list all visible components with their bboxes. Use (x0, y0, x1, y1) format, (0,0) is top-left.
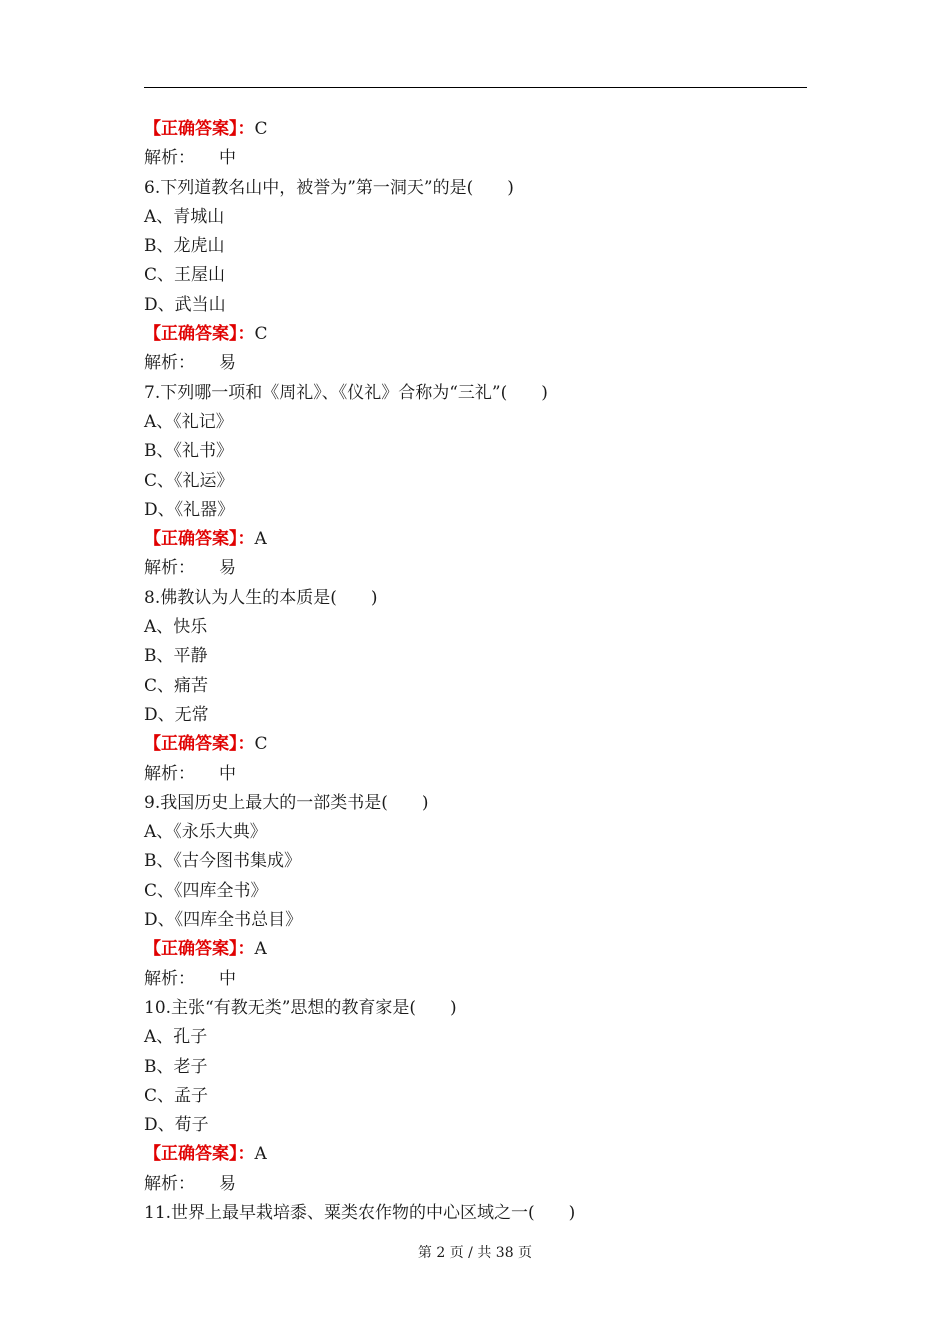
option-c: C、《礼运》 (144, 470, 234, 491)
option-a: A、青城山 (144, 206, 225, 227)
analysis-label: 解析： (144, 353, 195, 374)
analysis-label: 解析： (144, 148, 195, 169)
question-stem: 10.主张“有教无类”思想的教育家是( ) (144, 997, 457, 1018)
option-b: B、《礼书》 (144, 441, 233, 462)
answer-line (144, 525, 807, 554)
option-d: D、《四库全书总目》 (144, 910, 303, 931)
option-a: A、《永乐大典》 (144, 822, 267, 843)
analysis-line (144, 349, 807, 378)
option-a: A、孔子 (144, 1027, 208, 1048)
answer-label: 【正确答案】： (144, 939, 255, 960)
option-c: C、《四库全书》 (144, 880, 268, 901)
option-b: B、老子 (144, 1056, 208, 1077)
question-stem: 9.我国历史上最大的一部类书是( ) (144, 792, 429, 813)
answer-value: C (254, 324, 268, 345)
option-c: C、孟子 (144, 1085, 209, 1106)
answer-line (144, 1140, 807, 1169)
option-b: B、平静 (144, 646, 208, 667)
answer-label: 【正确答案】： (144, 1144, 255, 1165)
difficulty-value: 中 (219, 763, 236, 784)
option-d: D、荀子 (144, 1115, 209, 1136)
difficulty-value: 中 (219, 148, 236, 169)
analysis-line (144, 965, 807, 994)
option-b: B、龙虎山 (144, 236, 225, 257)
difficulty-value: 易 (219, 1173, 236, 1194)
analysis-label: 解析： (144, 1173, 195, 1194)
difficulty-value: 中 (219, 968, 236, 989)
analysis-label: 解析： (144, 558, 195, 579)
option-d: D、《礼器》 (144, 499, 235, 520)
document-body (144, 115, 807, 1228)
question-stem: 11.世界上最早栽培黍、粟类农作物的中心区域之一( ) (144, 1202, 576, 1223)
answer-label: 【正确答案】： (144, 734, 255, 755)
analysis-label: 解析： (144, 968, 195, 989)
answer-value: A (254, 939, 267, 960)
answer-line (144, 935, 807, 964)
answer-line (144, 730, 807, 759)
answer-value: C (254, 119, 268, 139)
answer-line (144, 320, 807, 349)
option-b: B、《古今图书集成》 (144, 851, 301, 872)
option-a: A、《礼记》 (144, 411, 233, 432)
analysis-line (144, 144, 807, 173)
difficulty-value: 易 (219, 353, 236, 374)
answer-value: A (254, 1144, 267, 1165)
difficulty-value: 易 (219, 558, 236, 579)
answer-value: C (254, 734, 268, 755)
analysis-line (144, 760, 807, 789)
analysis-line (144, 1170, 807, 1199)
option-d: D、武当山 (144, 294, 226, 315)
option-c: C、王屋山 (144, 265, 226, 286)
answer-label: 【正确答案】： (144, 529, 255, 550)
analysis-label: 解析： (144, 763, 195, 784)
question-stem: 7.下列哪一项和《周礼》、《仪礼》合称为“三礼”( ) (144, 382, 548, 403)
question-stem: 8.佛教认为人生的本质是( ) (144, 587, 378, 608)
header-rule (144, 87, 807, 88)
page-number: 第 2 页 / 共 38 页 (417, 1245, 533, 1261)
analysis-line (144, 554, 807, 583)
option-a: A、快乐 (144, 617, 208, 638)
answer-line (144, 115, 807, 144)
answer-value: A (254, 529, 267, 550)
answer-label: 【正确答案】： (144, 324, 255, 345)
option-d: D、无常 (144, 704, 209, 725)
option-c: C、痛苦 (144, 675, 209, 696)
answer-label: 【正确答案】： (144, 119, 255, 139)
question-stem: 6.下列道教名山中，被誉为”第一洞天”的是( ) (144, 177, 514, 198)
